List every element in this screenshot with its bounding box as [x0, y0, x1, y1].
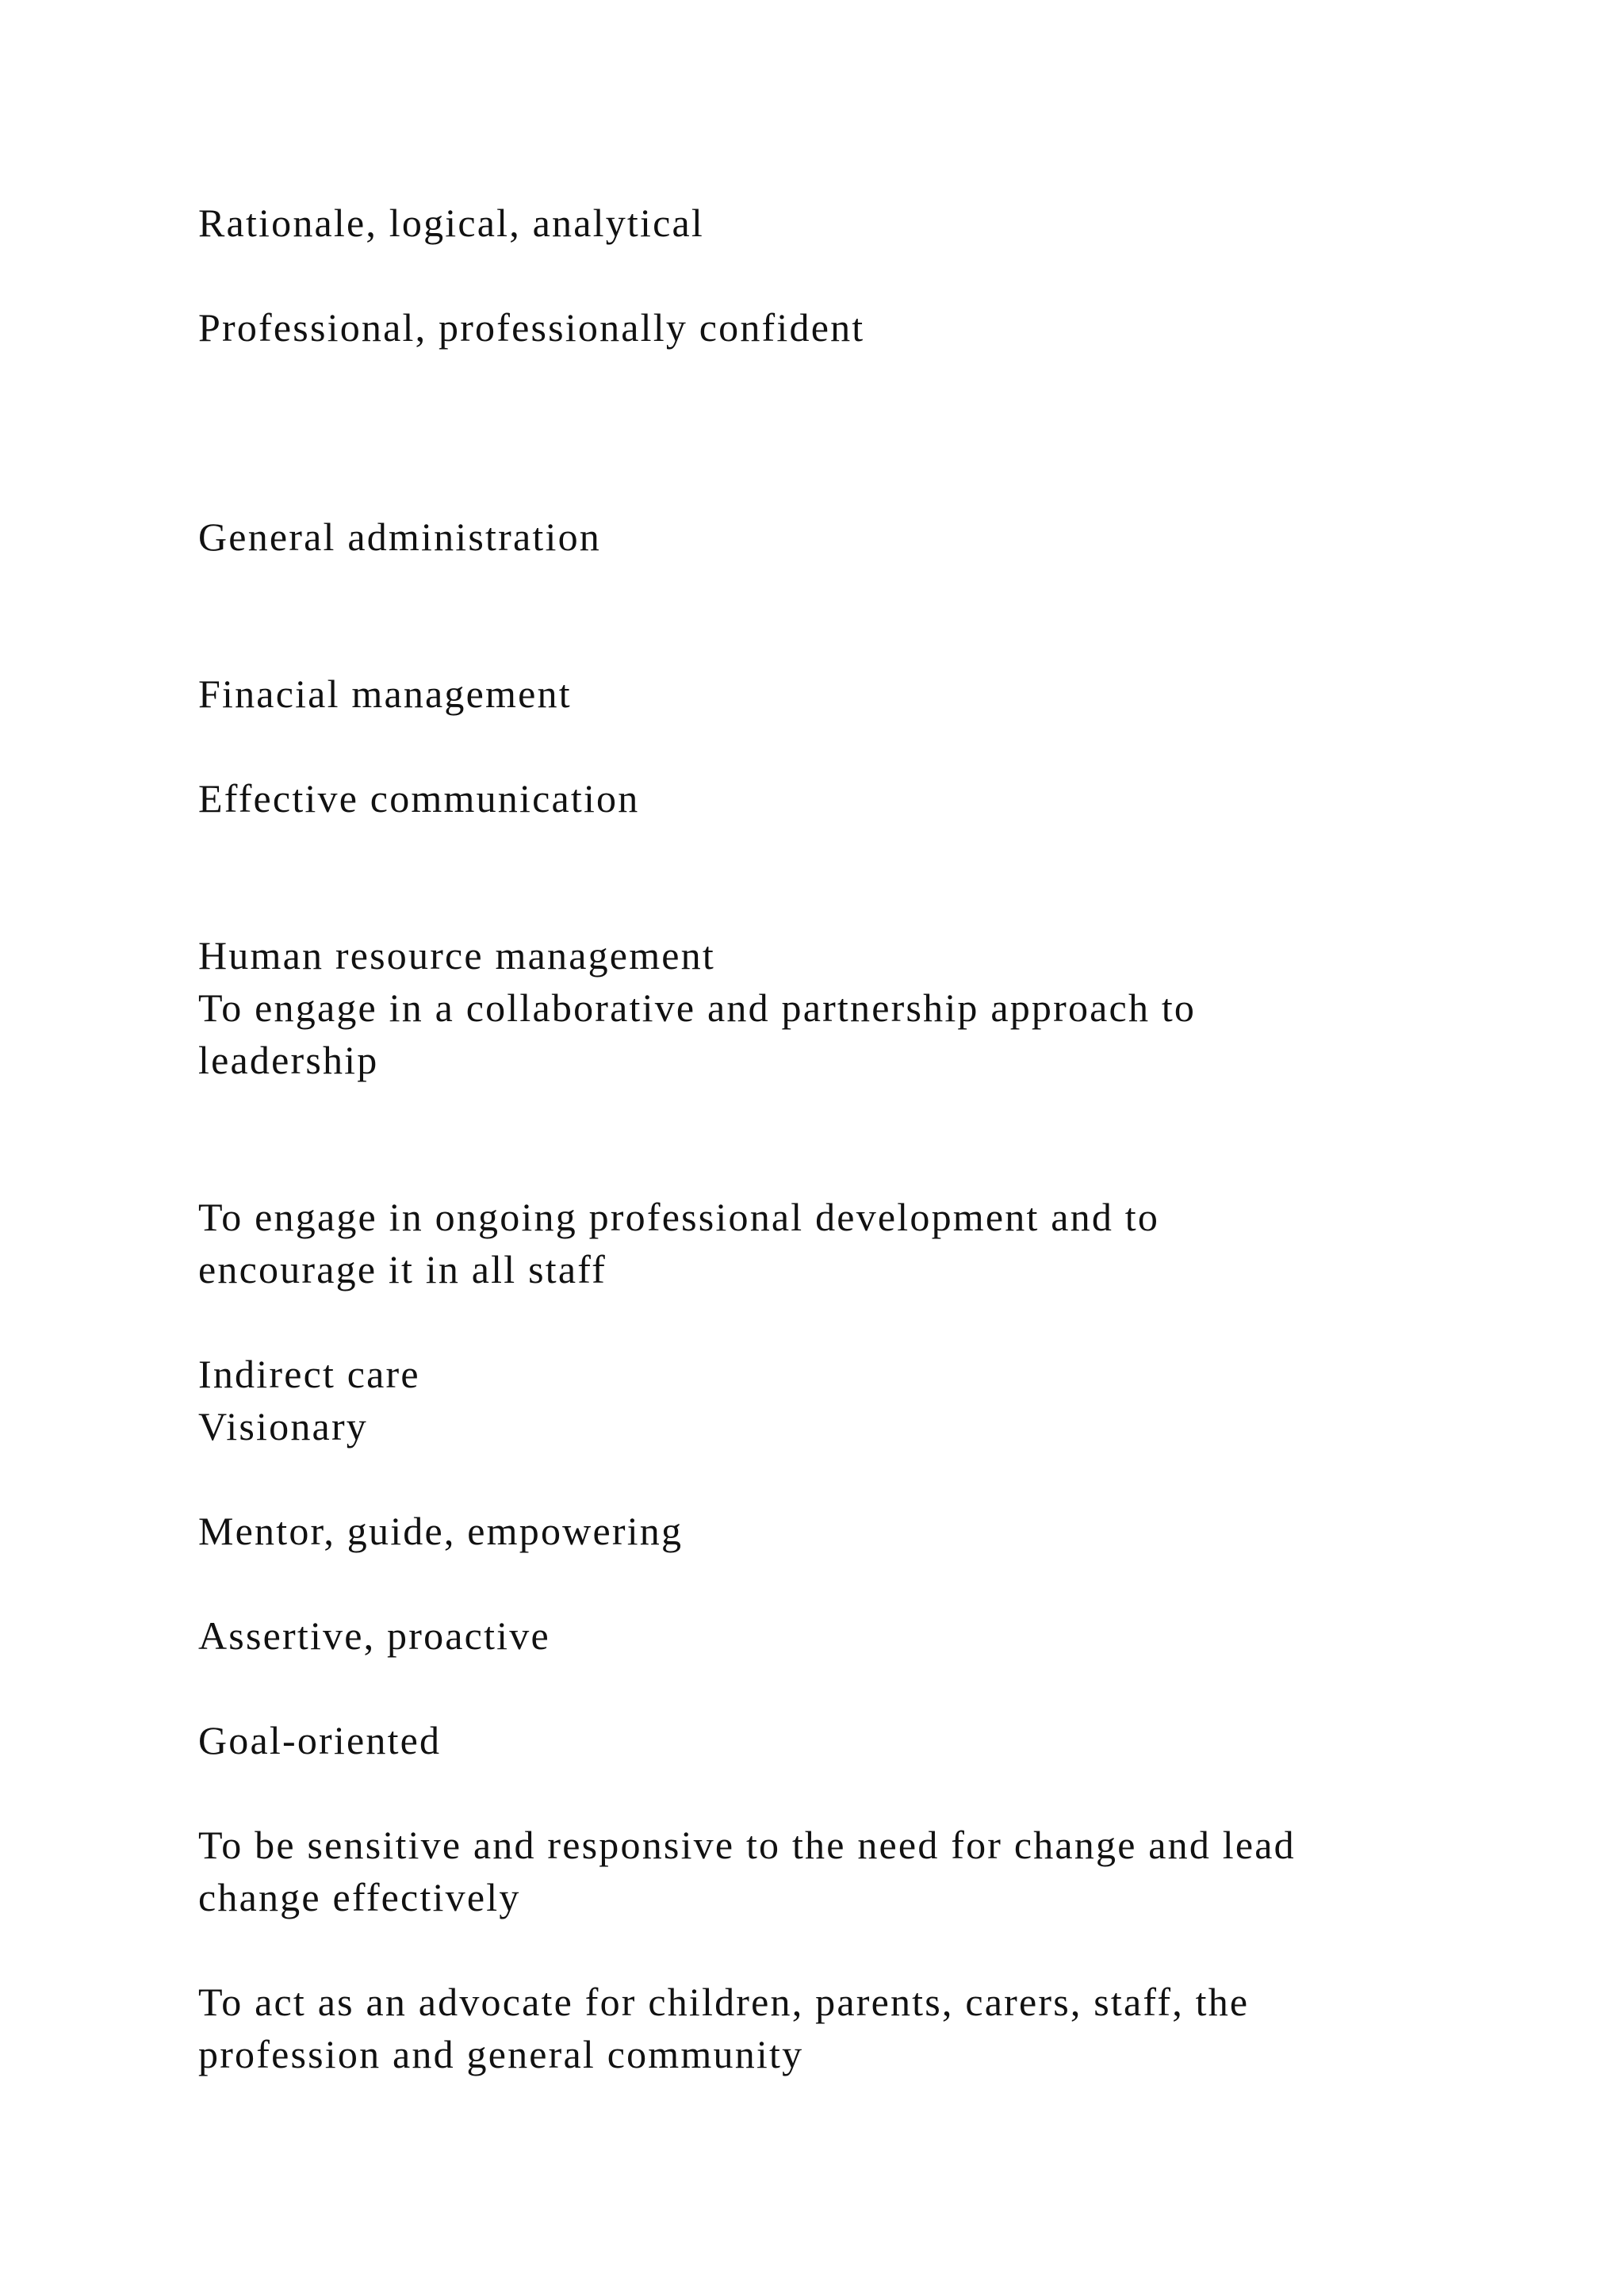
- text-line: Visionary: [198, 1404, 368, 1448]
- text-line: Rationale, logical, analytical: [198, 201, 704, 245]
- text-line: To engage in a collaborative and partnership approach to: [198, 985, 1197, 1030]
- text-line: To engage in ongoing professional development and to: [198, 1195, 1160, 1239]
- text-line: Mentor, guide, empowering: [198, 1509, 684, 1553]
- text-line: change effectively: [198, 1875, 521, 1919]
- text-line: Effective communication: [198, 776, 640, 821]
- text-line: Goal-oriented: [198, 1718, 442, 1762]
- text-line: Assertive, proactive: [198, 1613, 550, 1658]
- text-line: To be sensitive and responsive to the need for change and lead: [198, 1823, 1296, 1867]
- text-line: encourage it in all staff: [198, 1247, 607, 1292]
- text-line: General administration: [198, 515, 601, 559]
- text-line: Finacial management: [198, 672, 572, 716]
- text-line: Human resource management: [198, 933, 715, 978]
- text-line: To act as an advocate for children, parents, carers, staff, the: [198, 1980, 1250, 2024]
- text-line: leadership: [198, 1038, 379, 1082]
- text-line: profession and general community: [198, 2032, 804, 2076]
- text-line: Indirect care: [198, 1352, 420, 1396]
- text-line: Professional, professionally confident: [198, 305, 865, 350]
